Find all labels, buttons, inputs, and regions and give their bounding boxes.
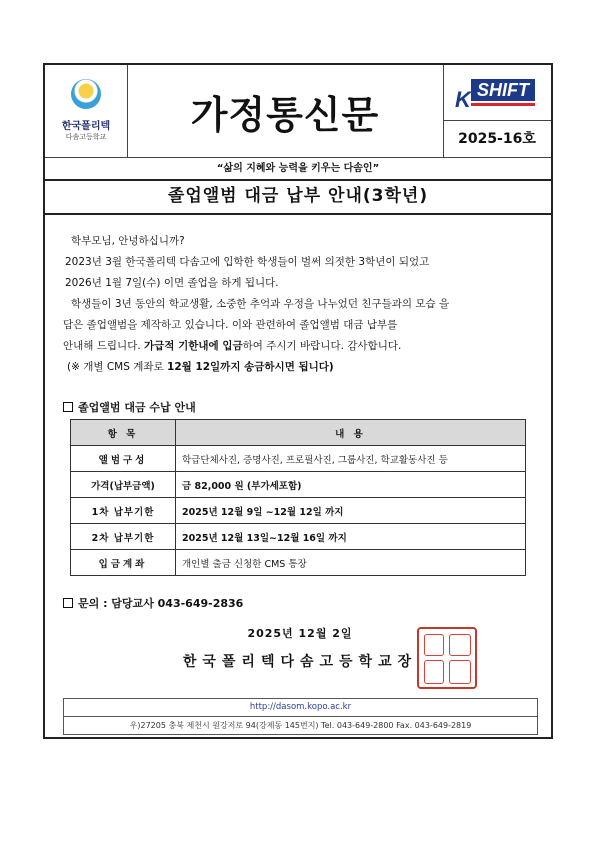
body-line-7 bbox=[63, 357, 541, 378]
table-row bbox=[71, 550, 526, 576]
row-value: 학급단체사진, 증명사진, 프로필사진, 그룹사진, 학교활동사진 등 bbox=[176, 446, 526, 472]
kshift-k: K bbox=[455, 87, 471, 112]
body-line-2: 2023년 3월 한국폴리텍 다솜고에 입학한 학생들이 벌써 의젓한 3학년이 되었고 bbox=[65, 256, 430, 268]
row-value: 2025년 12월 13일~12월 16일 까지 bbox=[176, 524, 526, 550]
section-heading bbox=[63, 399, 196, 415]
row-label: 1차 납부기한 bbox=[71, 498, 176, 524]
body-line-6 bbox=[63, 336, 541, 357]
issue-date: 2025년 12월 2일 bbox=[247, 627, 353, 640]
table-row bbox=[71, 524, 526, 550]
logo-emblem-icon bbox=[71, 79, 101, 109]
title-box bbox=[127, 65, 444, 157]
subject-title: 졸업앨범 대금 납부 안내(3학년) bbox=[45, 179, 551, 215]
logo-subtitle: 다솜고등학교 bbox=[65, 133, 107, 141]
kshift-logo bbox=[443, 65, 551, 120]
body-line-6a: 안내해 드립니다. bbox=[63, 340, 145, 352]
kshift-underline bbox=[471, 103, 535, 106]
school-logo bbox=[45, 65, 128, 157]
body-line-7a: (※ 개별 CMS 계좌로 bbox=[67, 361, 168, 373]
contact-text: 문의 : 담당교사 043-649-2836 bbox=[78, 597, 244, 610]
table-header-content: 내 용 bbox=[176, 420, 526, 446]
body-text bbox=[63, 231, 541, 378]
body-line-5: 담은 졸업앨범을 제작하고 있습니다. 이와 관련하여 졸업앨범 대금 납부를 bbox=[63, 319, 398, 331]
page-title: 가정통신문 bbox=[190, 93, 380, 137]
row-label: 앨범구성 bbox=[71, 446, 176, 472]
row-label: 입금계좌 bbox=[71, 550, 176, 576]
table-header-row bbox=[71, 420, 526, 446]
row-label: 2차 납부기한 bbox=[71, 524, 176, 550]
body-line-4: 학생들이 3년 동안의 학교생활, 소중한 추억과 우정을 나누었던 친구들과의 모습 을 bbox=[71, 298, 450, 310]
payment-table bbox=[70, 419, 526, 576]
checkbox-square-icon bbox=[63, 598, 73, 608]
issue-number: 2025-16호 bbox=[443, 120, 551, 158]
section-title: 졸업앨범 대금 수납 안내 bbox=[78, 401, 196, 414]
greeting-line: 학부모님, 안녕하십니까? bbox=[71, 235, 185, 247]
body-line-6c: 하여 주시기 바랍니다. 감사합니다. bbox=[242, 340, 402, 352]
row-value: 2025년 12월 9일 ~12월 12일 까지 bbox=[176, 498, 526, 524]
table-row bbox=[71, 446, 526, 472]
website-link[interactable]: http://dasom.kopo.ac.kr bbox=[63, 698, 538, 717]
row-label: 가격(납부금액) bbox=[71, 472, 176, 498]
table-header-item: 항 목 bbox=[71, 420, 176, 446]
kshift-shift: SHIFT bbox=[471, 79, 535, 101]
official-seal-stamp bbox=[417, 627, 477, 689]
contact-line bbox=[63, 595, 243, 611]
deadline-emphasis: 가급적 기한내에 입금 bbox=[144, 340, 243, 352]
school-principal: 한국폴리텍다솜고등학교장 bbox=[182, 654, 418, 670]
logo-name: 한국폴리텍 bbox=[61, 121, 111, 132]
body-line-3: 2026년 1월 7일(수) 이면 졸업을 하게 됩니다. bbox=[65, 277, 279, 289]
newsletter-frame bbox=[43, 63, 553, 739]
table-row bbox=[71, 498, 526, 524]
row-value: 금 82,000 원 (부가세포함) bbox=[176, 472, 526, 498]
motto: “삶의 지혜와 능력을 키우는 다솜인” bbox=[45, 157, 551, 180]
checkbox-square-icon bbox=[63, 402, 73, 412]
row-value: 개인별 출금 신청한 CMS 통장 bbox=[176, 550, 526, 576]
address-line: 우)27205 충북 제천시 원강저로 94(강제동 145번지) Tel. 043-649-2800 Fax. 043-649-2819 bbox=[63, 716, 538, 735]
transfer-deadline: 12월 12일까지 송금하시면 됩니다) bbox=[167, 361, 334, 373]
header bbox=[45, 65, 551, 206]
table-row bbox=[71, 472, 526, 498]
